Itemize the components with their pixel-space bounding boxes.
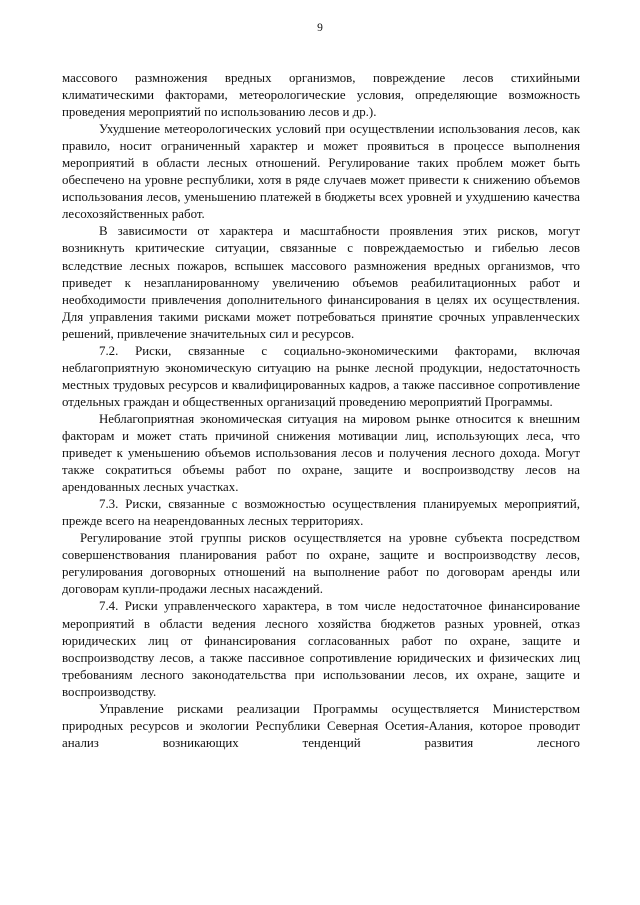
paragraph-weather-conditions: Ухудшение метеорологических условий при осуществлении использования лесов, как правило, носит ограниченный характер и может проявиться в процессе выполнения мероприятий в области лесных отношений. Регулирование таких проблем может быть обеспечено на уровне республики, хотя в ряде случаев может привести к снижению объемов использования лесов, уменьшению платежей в бюджеты всех уровней и ухудшению качества лесохозяйственных работ. (62, 122, 580, 222)
paragraph-risk-regulation: Регулирование этой группы рисков осуществляется на уровне субъекта посредством совершенствования планирования работ по охране, защите и воспроизводству лесов, регулирования договорных отношений на выполнение работ по договорам аренды или договорам купли-продажи лесных насаждений. (62, 531, 580, 597)
paragraph-critical-situations: В зависимости от характера и масштабности проявления этих рисков, могут возникнуть критические ситуации, связанные с повреждаемостью и гибелью лесов вследствие лесных пожаров, вспышек массового размножения вредных организмов, что приведет к незапланированному увеличению объемов реабилитационных работ и необходимости привлечения дополнительного финансирования в целях их осуществления. Для управления такими рисками может потребоваться принятие срочных управленческих решений, привлечение значительных сил и ресурсов. (62, 224, 580, 341)
paragraph-section-7-2: 7.2. Риски, связанные с социально-экономическими факторами, включая неблагоприятную экономическую ситуацию на рынке лесной продукции, недостаточность местных трудовых ресурсов и квалифицированных кадров, а также пассивное сопротивление отдельных граждан и общественных организаций проведению мероприятий Программы. (62, 343, 580, 409)
page-number: 9 (317, 22, 323, 34)
paragraph-section-7-4: 7.4. Риски управленческого характера, в том числе недостаточное финансирование мероприятий в области ведения лесного хозяйства бюджетов разных уровней, отказ юридических лиц от финансирования согласованных работ по охране, защите и воспроизводству лесов, а также пассивное сопротивление юридических и физических лиц требованиям лесного законодательства при использовании лесов, их охране, защите и воспроизводству. (62, 599, 580, 699)
paragraph-risk-management: Управление рисками реализации Программы осуществляется Министерством природных ресурсов и экологии Республики Северная Осетия-Алания, которое проводит анализ возникающих тенденций развития лесного (62, 701, 580, 750)
paragraph-section-7-3: 7.3. Риски, связанные с возможностью осуществления планируемых мероприятий, прежде всего на неарендованных лесных территориях. (62, 497, 580, 529)
paragraph-continuation: массового размножения вредных организмов, повреждение лесов стихийными климатическими факторами, метеорологические условия, определяющие возможность проведения мероприятий по использованию лесов и др.). (62, 71, 580, 120)
paragraph-market-situation: Неблагоприятная экономическая ситуация на мировом рынке относится к внешним факторам и может стать причиной снижения мотивации лиц, использующих леса, что приведет к уменьшению объемов использования лесов и получения лесного дохода. Могут также сократиться объемы работ по охране, защите и воспроизводству лесов на арендованных лесных участках. (62, 411, 580, 495)
document-body (62, 70, 580, 752)
